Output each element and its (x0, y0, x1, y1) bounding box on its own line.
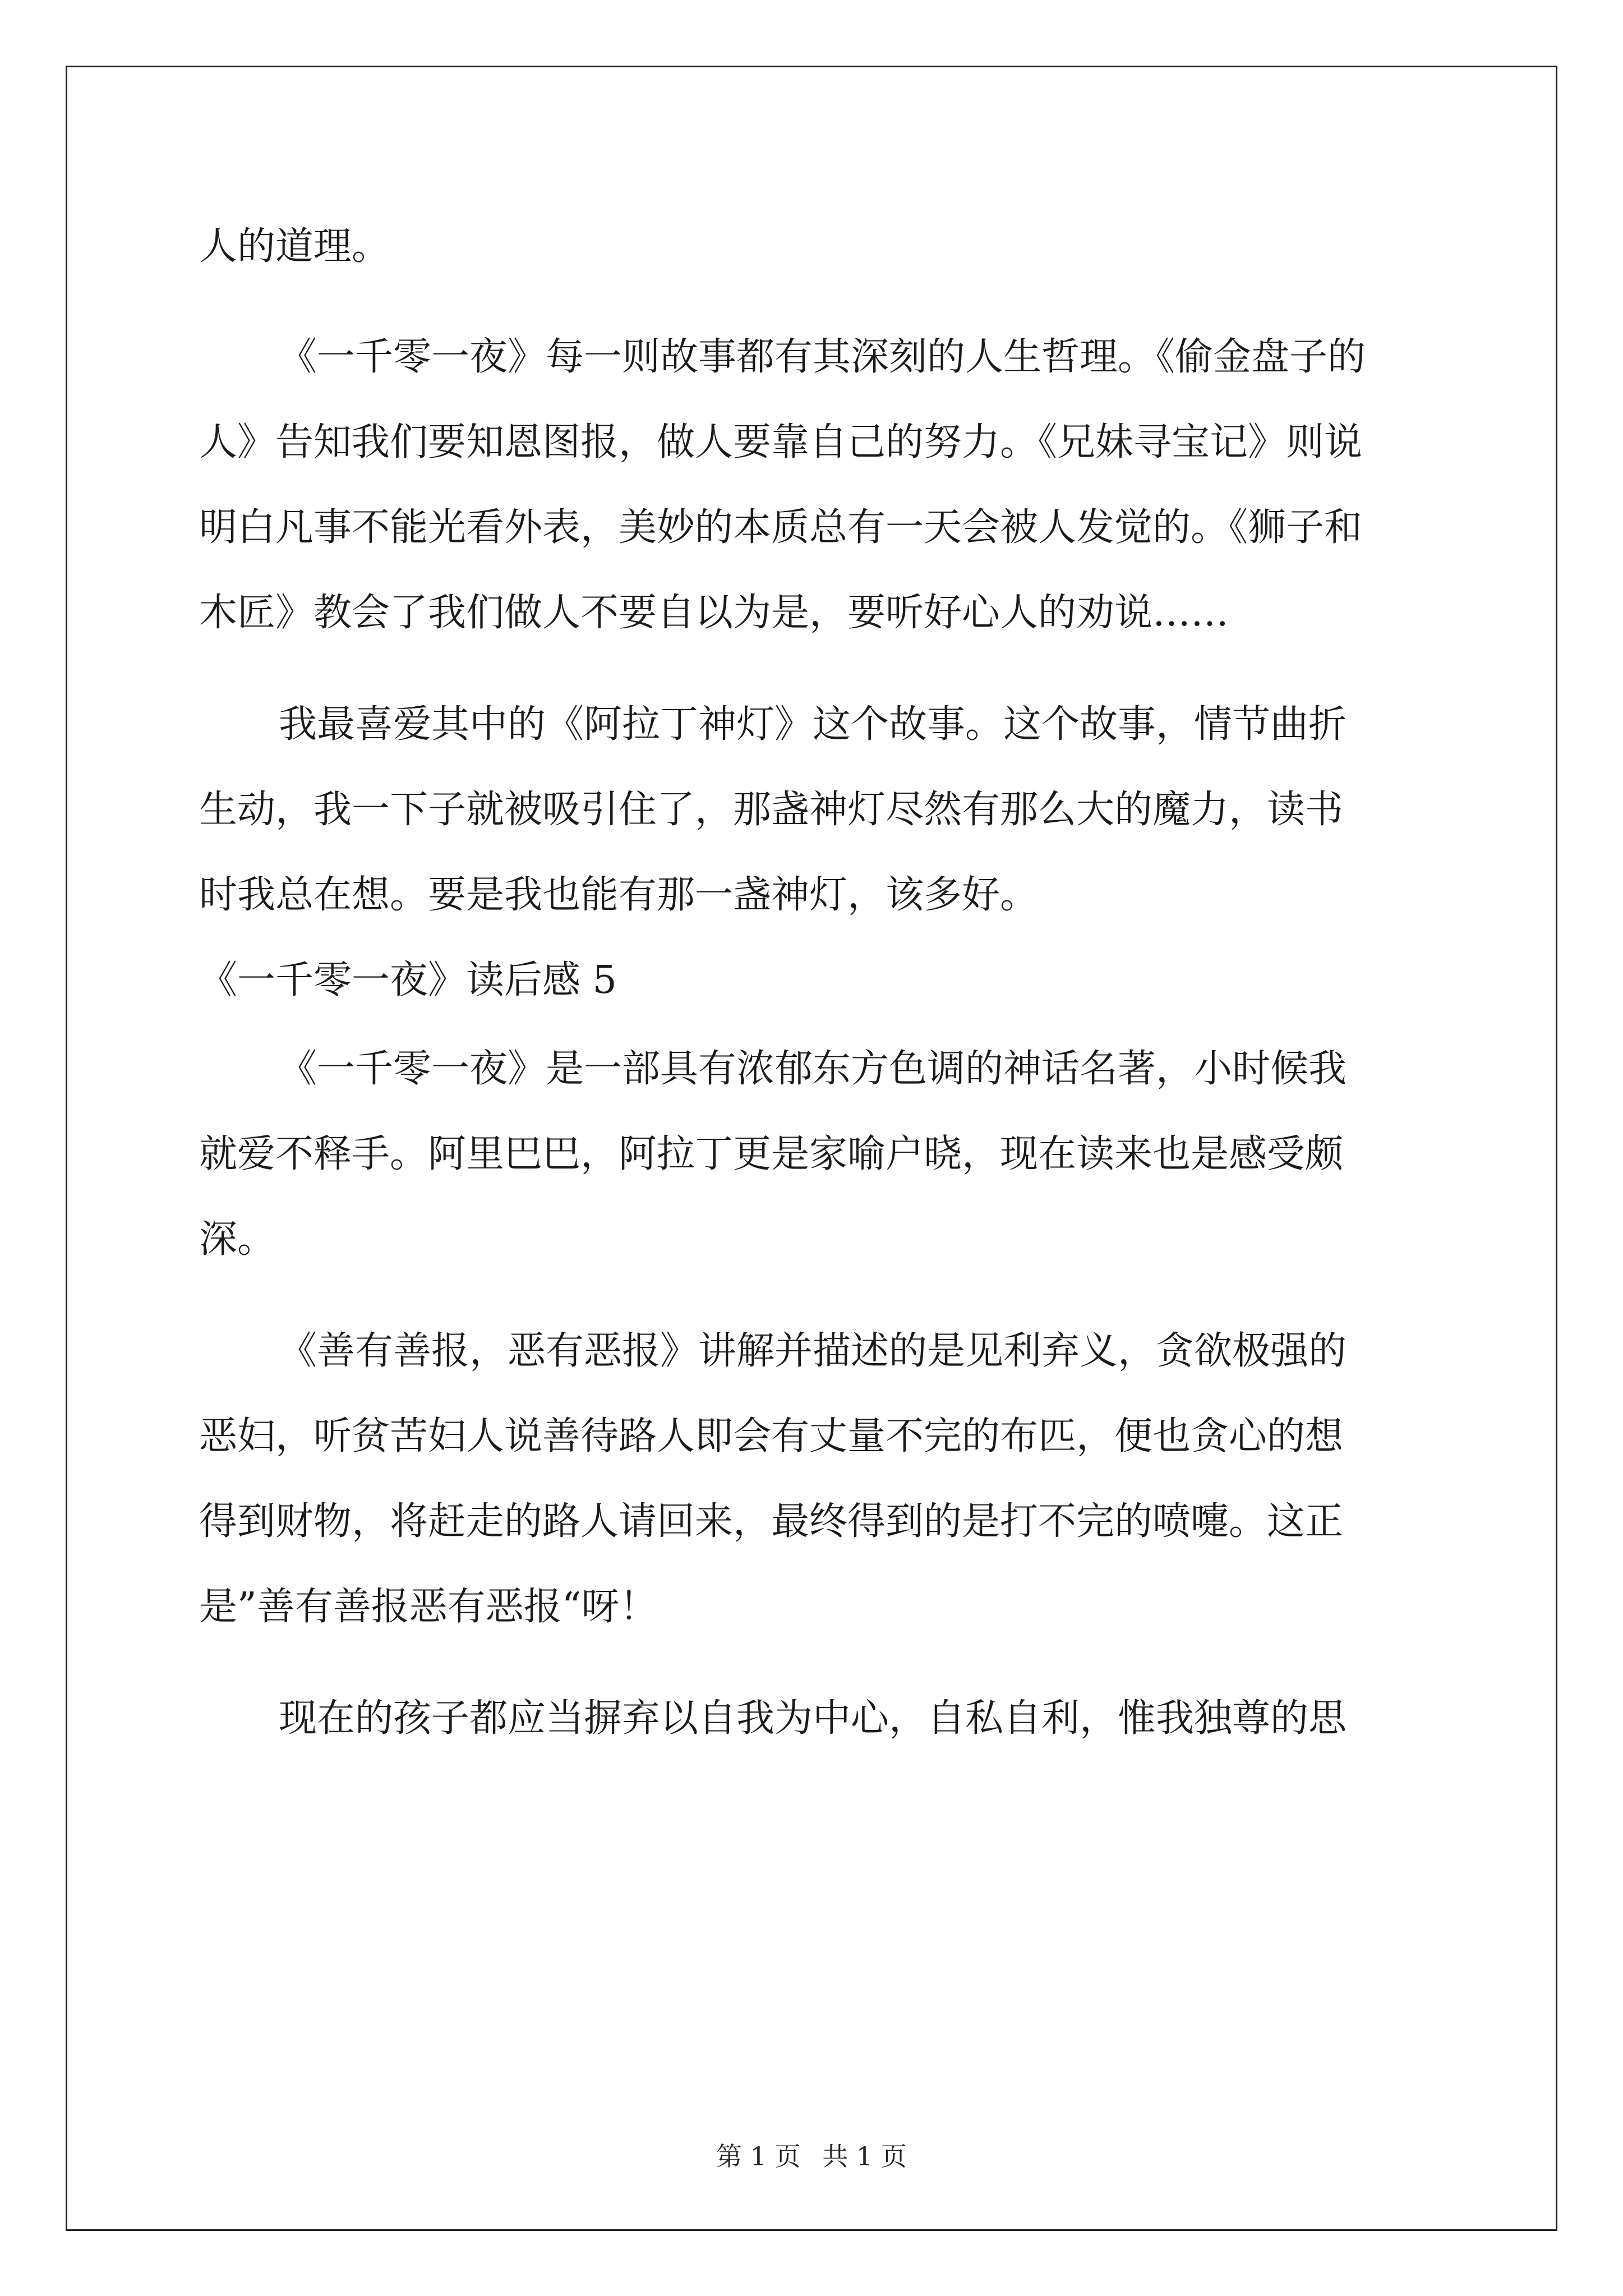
text-line: 就爱不释手。阿里巴巴，阿拉丁更是家喻户晓，现在读来也是感受颇 (199, 1132, 1344, 1176)
text-line: 我最喜爱其中的《阿拉丁神灯》这个故事。这个故事，情节曲折 (279, 702, 1347, 747)
page-footer (0, 2141, 1623, 2172)
text-line: 人的道理。 (199, 224, 390, 269)
text-line: 明白凡事不能光看外表，美妙的本质总有一天会被人发觉的。《狮子和 (199, 505, 1363, 550)
page-number: 第 1 页 (716, 2141, 801, 2171)
text-line: 时我总在想。要是我也能有那一盏神灯，该多好。 (199, 873, 1039, 917)
text-line: 生动，我一下子就被吸引住了，那盏神灯尽然有那么大的魔力，读书 (199, 788, 1344, 832)
text-line: 现在的孩子都应当摒弃以自我为中心，自私自利，惟我独尊的思 (279, 1696, 1347, 1741)
text-line: 木匠》教会了我们做人不要自以为是，要听好心人的劝说…… (199, 591, 1229, 635)
text-line: 《一千零一夜》是一部具有浓郁东方色调的神话名著，小时候我 (279, 1047, 1347, 1091)
text-line: 深。 (199, 1217, 276, 1262)
text-line: 人》告知我们要知恩图报，做人要靠自己的努力。《兄妹寻宝记》则说 (199, 420, 1363, 464)
text-line: 《一千零一夜》每一则故事都有其深刻的人生哲理。《偷金盘子的 (279, 335, 1366, 379)
total-pages: 共 1 页 (822, 2141, 907, 2171)
text-line: 恶妇，听贫苦妇人说善待路人即会有丈量不完的布匹，便也贪心的想 (199, 1414, 1344, 1458)
section-heading: 《一千零一夜》读后感 5 (199, 958, 617, 1002)
text-line: 是”善有善报恶有恶报“呀！ (199, 1585, 658, 1629)
text-line: 得到财物，将赶走的路人请回来，最终得到的是打不完的喷嚏。这正 (199, 1499, 1344, 1544)
text-line: 《善有善报，恶有恶报》讲解并描述的是见利弃义，贪欲极强的 (279, 1329, 1347, 1373)
